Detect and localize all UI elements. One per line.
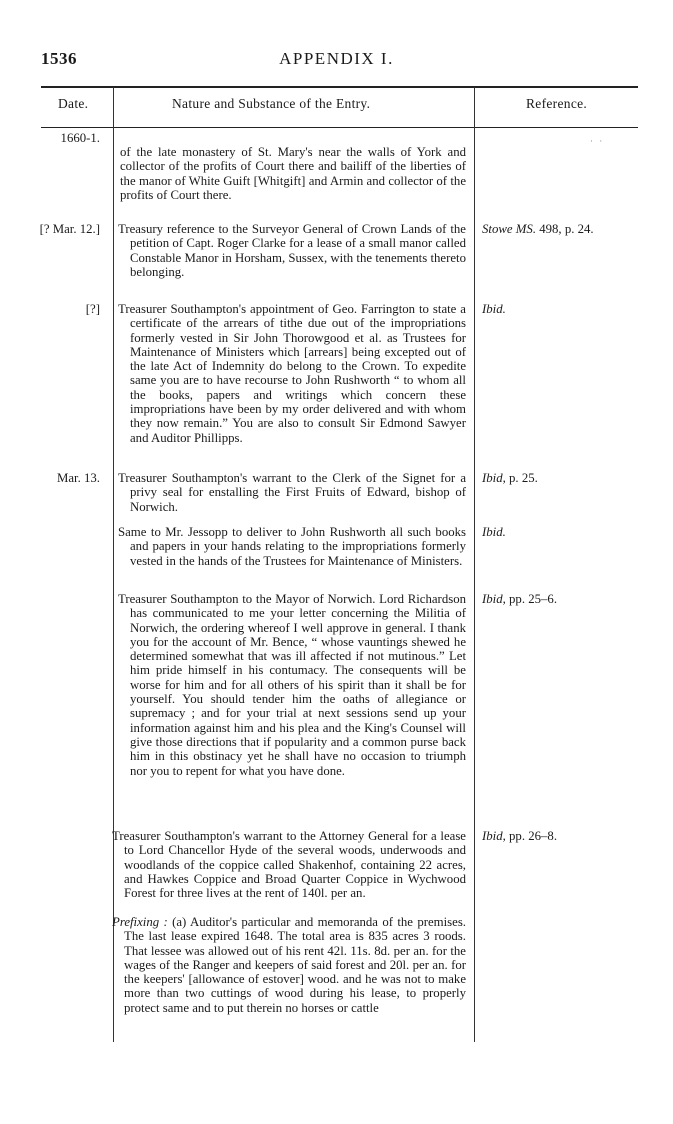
reference-source: Ibid, xyxy=(482,592,506,606)
prefixing-paragraph xyxy=(112,915,466,1015)
reference-location: pp. 25–6. xyxy=(505,592,558,606)
entry-text xyxy=(120,145,466,202)
margin-mark: · · xyxy=(590,136,605,146)
entry-paragraph: of the late monastery of St. Mary's near the walls of York and collector of the profits of Court there and bailiff of the liberties of the manor of White Guift [Whitgift] and Armin and collector of the profits of Court there. xyxy=(120,145,466,202)
entry-text xyxy=(112,829,466,900)
table-top-rule xyxy=(41,86,638,88)
reference-source: Ibid. xyxy=(482,525,506,539)
column-header-nature: Nature and Substance of the Entry. xyxy=(172,96,371,111)
column-divider-reference xyxy=(474,87,475,1042)
table-header-rule xyxy=(41,127,638,128)
entry-paragraph: Same to Mr. Jessopp to deliver to John Rushworth all such books and papers in your hands relating to the impropriations formerly vested in the hands of the Trustees for Maintenance of Ministers. xyxy=(118,525,466,568)
entry-reference xyxy=(482,525,632,539)
prefixing-text: (a) Auditor's particular and memoranda of the premises. The last lease expired 1648. The total area is 835 acres 3 roods. That lessee was allowed out of his rent 42l. 11s. 8d. per an. for the wages of the Ranger and keepers of said forest and 20l. per an. for the keepers' [allowance of estover] wood. and he was not to make more than two cuttings of wood during his lease, to properly protect same and to put therein no horses or cattle xyxy=(124,915,467,1015)
prefixing-note xyxy=(112,915,466,1015)
entry-reference xyxy=(482,471,632,485)
column-header-date: Date. xyxy=(58,96,89,111)
entry-date: Mar. 13. xyxy=(56,471,100,485)
page-number: 1536 xyxy=(41,49,77,68)
reference-source: Ibid, xyxy=(482,471,506,485)
entry-reference xyxy=(482,592,632,606)
reference-location: 498, p. 24. xyxy=(536,222,594,236)
entry-reference xyxy=(482,829,632,843)
entry-paragraph: Treasurer Southampton's appointment of Geo. Farrington to state a certificate of the arrears of tithe due out of the impropriations formerly vested in Sir John Thorowgood et al. as Trustees for Maintenance of Ministers which [arrears] being excepted out of the late Act of Indemnity do belong to the Crown. To expedite same you are to have recourse to John Rushworth “ to whom all the books, papers and writings which concern these impropriations have been by my order delivered and with whom they now remain.” You are also to consult Sir Edmond Sawyer and Auditor Phillipps. xyxy=(118,302,466,445)
entry-paragraph: Treasurer Southampton's warrant to the Clerk of the Signet for a privy seal for enstalling the First Fruits of Edward, bishop of Norwich. xyxy=(118,471,466,514)
running-title: APPENDIX I. xyxy=(279,49,394,68)
entry-paragraph: Treasury reference to the Surveyor General of Crown Lands of the petition of Capt. Roger Clarke for a lease of a small manor called Constable Manor in Horsham, Sussex, with the tenements thereto belonging. xyxy=(118,222,466,279)
entry-date: 1660-1. xyxy=(60,131,100,145)
column-header-reference: Reference. xyxy=(526,96,588,111)
entry-reference xyxy=(482,222,632,236)
entry-date: [? Mar. 12.] xyxy=(39,222,100,236)
entry-text xyxy=(118,222,466,279)
entry-reference xyxy=(482,302,632,316)
reference-location: pp. 26–8. xyxy=(505,829,558,843)
entry-date: [?] xyxy=(85,302,100,316)
prefixing-label: Prefixing : xyxy=(112,915,168,929)
reference-source: Ibid, xyxy=(482,829,506,843)
entry-text xyxy=(118,525,466,568)
reference-location: p. 25. xyxy=(505,471,538,485)
entry-paragraph: Treasurer Southampton's warrant to the Attorney General for a lease to Lord Chancellor Hyde of the several woods, underwoods and woodlands of the coppice called Shakenhof, containing 22 acres, and Hawkes Coppice and Broad Quarter Coppice in Wychwood Forest for three lives at the rent of 140l. per an. xyxy=(112,829,466,901)
entry-text xyxy=(118,302,466,445)
entry-paragraph: Treasurer Southampton to the Mayor of Norwich. Lord Richardson has communicated to me your letter concerning the Militia of Norwich, the ordering whereof I well approve in general. I thank you for the account of Mr. Bence, “ whose vauntings shewed he determined somewhat that was ill affected if not mutinous.” Let him pride himself in his contumacy. The consequents will be worse for him and for all others of his spirit than it shall be for yourself. You should tender him the oaths of allegiance or supremacy ; and for your trial at next sessions send up your information against him and his plea and the King's Counsel will give those directions that if popularity and a common purse back him in this obstinacy yet he shall have no occasion to triumph nor you to repent for what you have done. xyxy=(118,592,466,778)
entry-text xyxy=(118,592,466,778)
entry-text xyxy=(118,471,466,514)
reference-source: Ibid. xyxy=(482,302,506,316)
reference-source: Stowe MS. xyxy=(482,222,537,236)
